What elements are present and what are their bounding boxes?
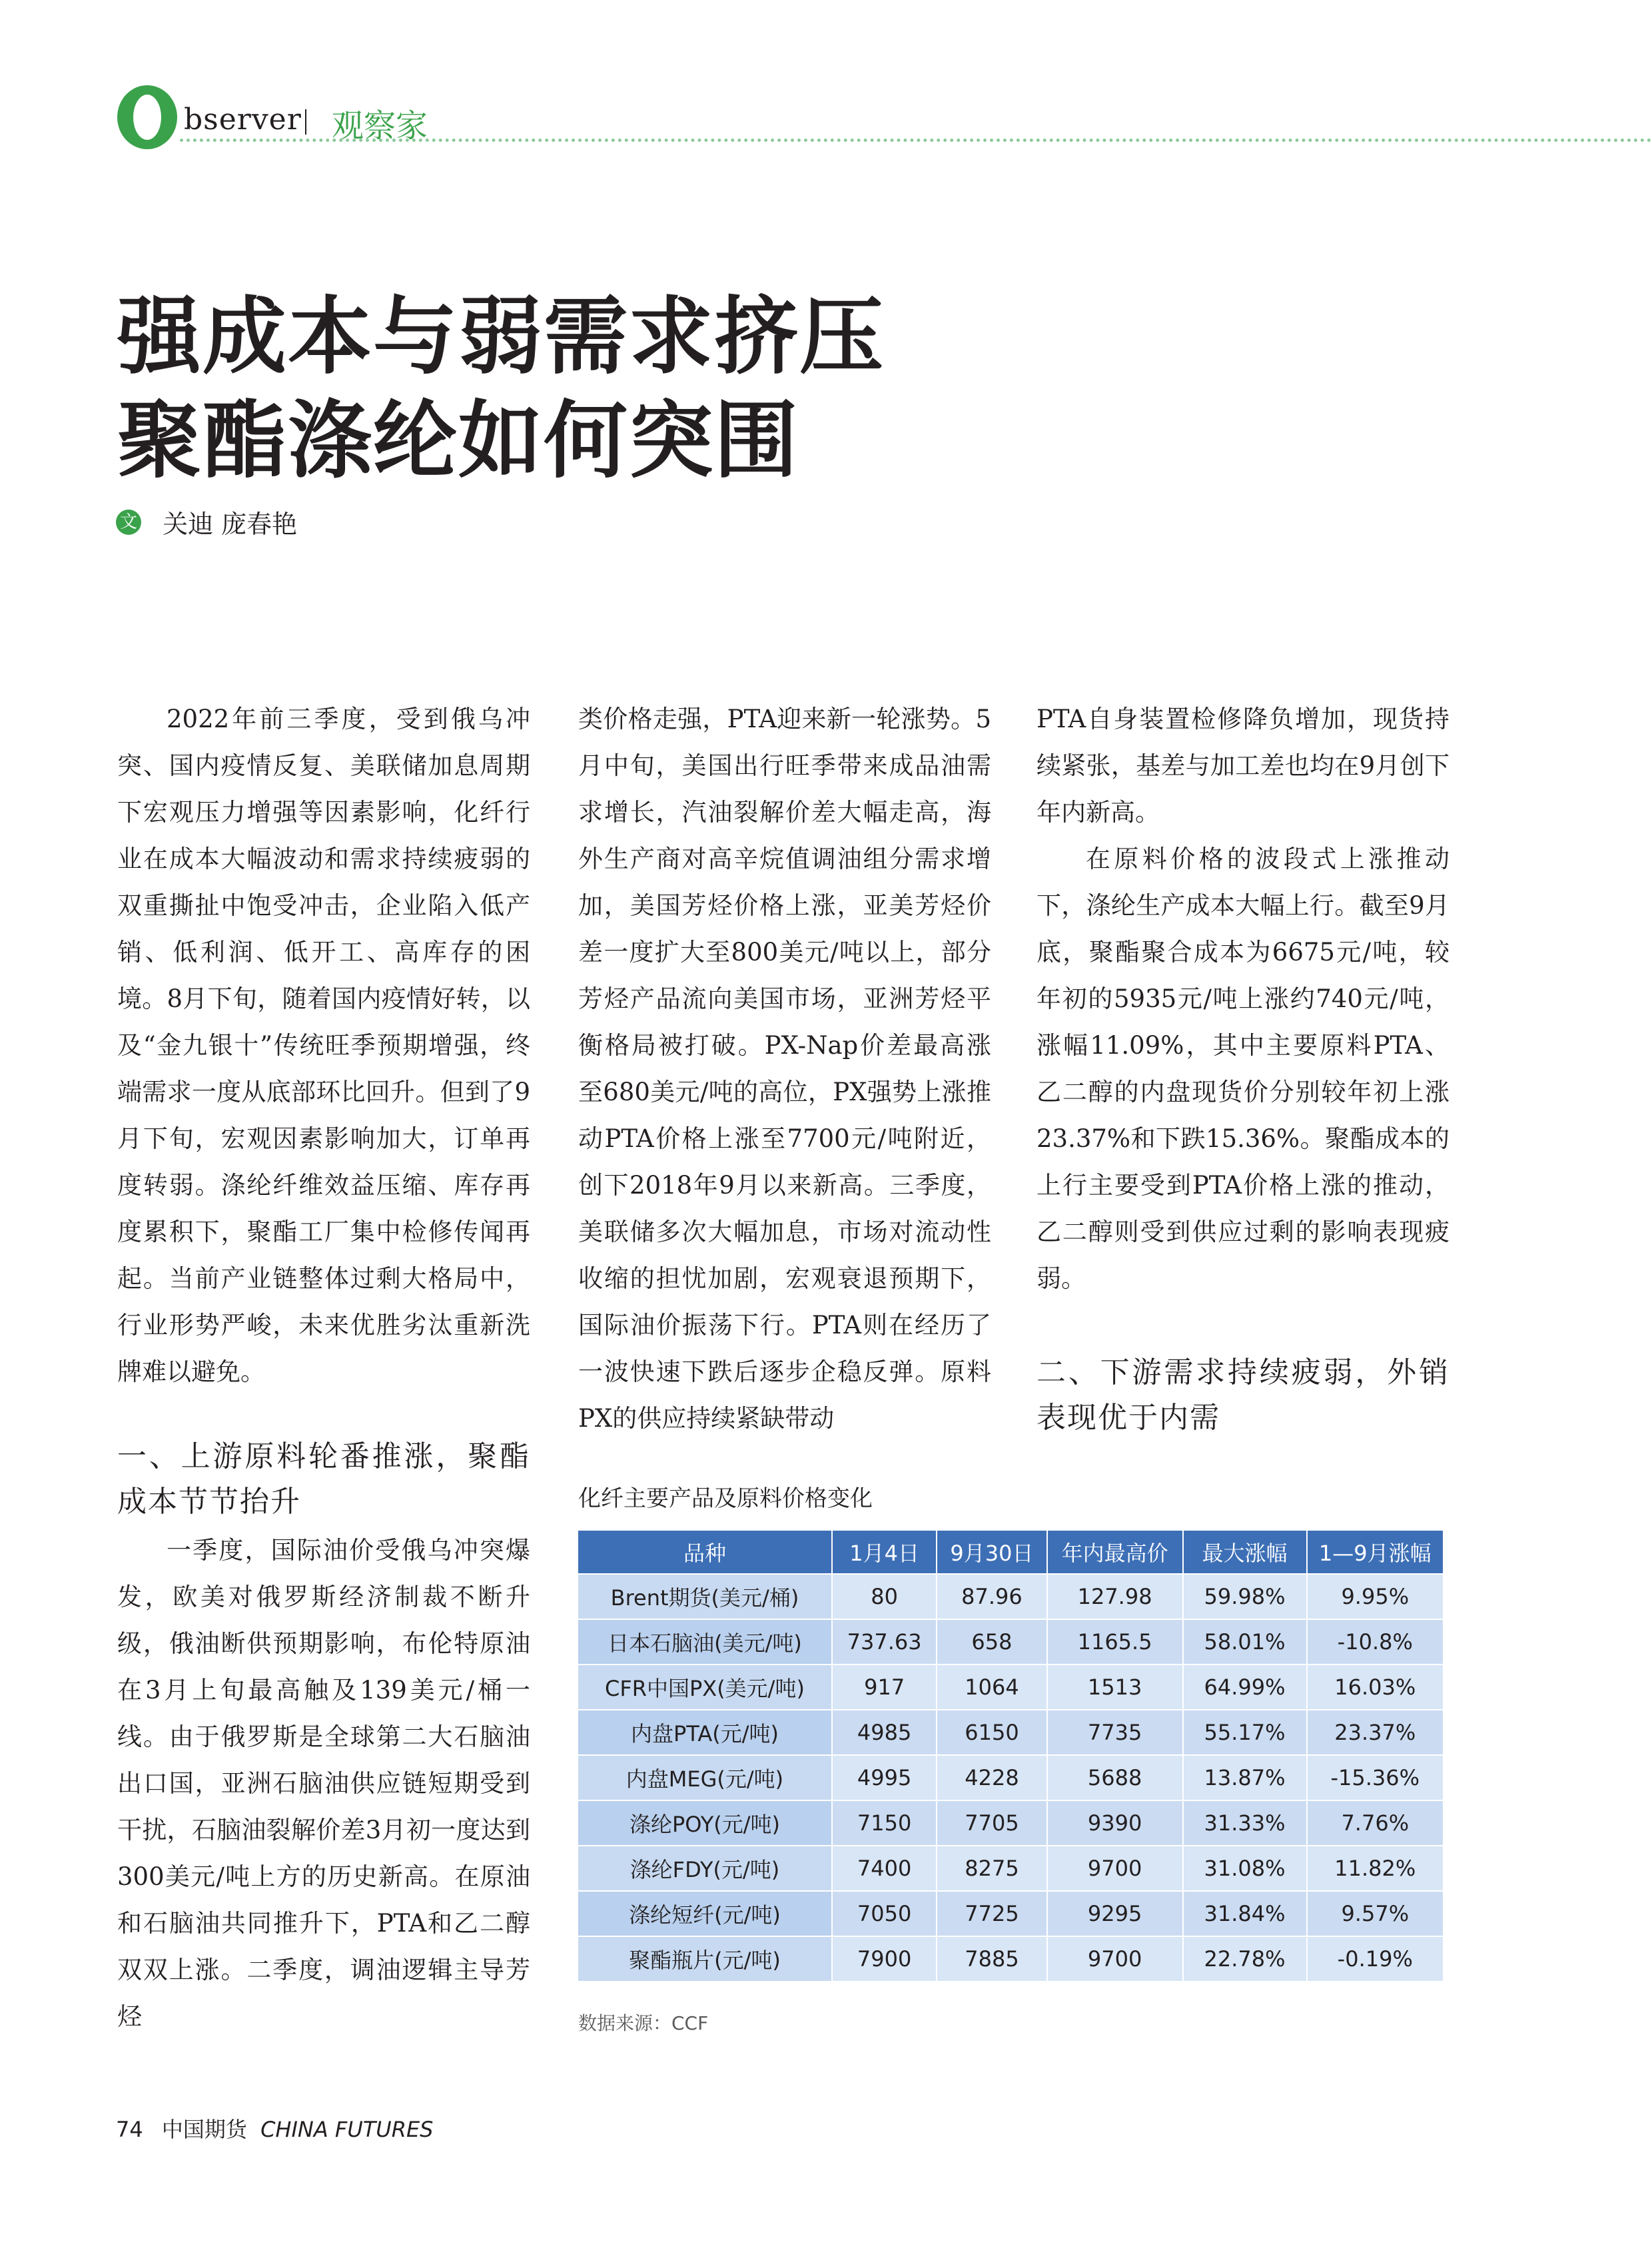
column-header: 品种 xyxy=(578,1530,832,1574)
table-cell: 涤纶FDY(元/吨) xyxy=(578,1846,832,1891)
table-cell: 23.37% xyxy=(1307,1710,1444,1755)
table-cell: 737.63 xyxy=(832,1619,937,1665)
table-cell: 日本石脑油(美元/吨) xyxy=(578,1619,832,1665)
authors: 关迪 庞春艳 xyxy=(163,510,298,539)
table-cell: 7.76% xyxy=(1307,1800,1444,1846)
table-cell: 7725 xyxy=(937,1891,1046,1936)
table-row xyxy=(578,1665,1444,1710)
table-cell: 5688 xyxy=(1047,1755,1183,1800)
column-header: 9月30日 xyxy=(937,1530,1046,1574)
table-cell: 22.78% xyxy=(1183,1936,1307,1982)
table-cell: Brent期货(美元/桶) xyxy=(578,1574,832,1619)
table-title: 化纤主要产品及原料价格变化 xyxy=(578,1485,873,1512)
table-cell: 7050 xyxy=(832,1891,937,1936)
magazine-name-en: CHINA FUTURES xyxy=(260,2117,434,2142)
table-row xyxy=(578,1800,1444,1846)
table-cell: 127.98 xyxy=(1047,1574,1183,1619)
paragraph: 在原料价格的波段式上涨推动下，涤纶生产成本大幅上行。截至9月底，聚酯聚合成本为6675元/吨，较年初的5935元/吨上涨约740元/吨，涨幅11.09%，其中主要原料PTA、乙二醇的内盘现货价分别较年初上涨23.37%和下跌15.36%。聚酯成本的上行主要受到PTA价格上涨的推动，乙二醇则受到供应过剩的影响表现疲弱。 xyxy=(1036,845,1449,1293)
table-cell: 8275 xyxy=(937,1846,1046,1891)
table-cell: 涤纶短纤(元/吨) xyxy=(578,1891,832,1936)
table-cell: 7885 xyxy=(937,1936,1046,1982)
table-cell: 9295 xyxy=(1047,1891,1183,1936)
table-row xyxy=(578,1619,1444,1665)
column-header: 年内最高价 xyxy=(1047,1530,1183,1574)
table-row xyxy=(578,1846,1444,1891)
table-cell: 7400 xyxy=(832,1846,937,1891)
table-cell: 31.08% xyxy=(1183,1846,1307,1891)
page-number: 74 xyxy=(116,2117,143,2142)
table-cell: 917 xyxy=(832,1665,937,1710)
column-header: 1—9月涨幅 xyxy=(1307,1530,1444,1574)
table-cell: 7735 xyxy=(1047,1710,1183,1755)
table-row xyxy=(578,1755,1444,1800)
table-cell: -15.36% xyxy=(1307,1755,1444,1800)
table-cell: 9.57% xyxy=(1307,1891,1444,1936)
table-cell: CFR中国PX(美元/吨) xyxy=(578,1665,832,1710)
page-header xyxy=(113,85,1652,159)
table-cell: 1165.5 xyxy=(1047,1619,1183,1665)
paragraph: PTA自身装置检修降负增加，现货持续紧张，基差与加工差也均在9月创下年内新高。 xyxy=(1036,705,1449,827)
table-cell: 58.01% xyxy=(1183,1619,1307,1665)
table-cell: 87.96 xyxy=(937,1574,1046,1619)
table-cell: 9390 xyxy=(1047,1800,1183,1846)
table-source: 数据来源：CCF xyxy=(578,2012,709,2034)
table-cell: 9700 xyxy=(1047,1846,1183,1891)
observer-logo-icon xyxy=(117,85,177,149)
table-cell: 1513 xyxy=(1047,1665,1183,1710)
table-cell: 55.17% xyxy=(1183,1710,1307,1755)
header-divider xyxy=(305,109,306,135)
table-cell: 658 xyxy=(937,1619,1046,1665)
table-cell: 4995 xyxy=(832,1755,937,1800)
table-header-row xyxy=(578,1530,1444,1574)
table-cell: 9700 xyxy=(1047,1936,1183,1982)
column-header: 1月4日 xyxy=(832,1530,937,1574)
author-icon: 文 xyxy=(116,510,141,535)
table-cell: 31.84% xyxy=(1183,1891,1307,1936)
logo-word: bserver xyxy=(184,103,302,137)
table-cell: 59.98% xyxy=(1183,1574,1307,1619)
price-table xyxy=(577,1529,1444,1982)
paragraph: 2022年前三季度，受到俄乌冲突、国内疫情反复、美联储加息周期下宏观压力增强等因素影响，化纤行业在成本大幅波动和需求持续疲弱的双重撕扯中饱受冲击，企业陷入低产销、低利润、低开工、高库存的困境。8月下旬，随着国内疫情好转，以及“金九银十”传统旺季预期增强，终端需求一度从底部环比回升。但到了9月下旬，宏观因素影响加大，订单再度转弱。涤纶纤维效益压缩、库存再度累积下，聚酯工厂集中检修传闻再起。当前产业链整体过剩大格局中，行业形势严峻，未来优胜劣汰重新洗牌难以避免。 xyxy=(117,705,530,1386)
magazine-name: 中国期货 xyxy=(161,2117,247,2142)
article-title xyxy=(117,285,983,493)
table-cell: 11.82% xyxy=(1307,1846,1444,1891)
table-row xyxy=(578,1936,1444,1982)
section-heading-1: 一、上游原料轮番推涨，聚酯成本节节抬升 xyxy=(117,1439,530,1519)
table-cell: 内盘PTA(元/吨) xyxy=(578,1710,832,1755)
table-row xyxy=(578,1710,1444,1755)
paragraph: 一季度，国际油价受俄乌冲突爆发，欧美对俄罗斯经济制裁不断升级，俄油断供预期影响，布伦特原油在3月上旬最高触及139美元/桶一线。由于俄罗斯是全球第二大石脑油出口国，亚洲石脑油供应链短期受到干扰，石脑油裂解价差3月初一度达到300美元/吨上方的历史新高。在原油和石脑油共同推升下，PTA和乙二醇双双上涨。二季度，调油逻辑主导芳烃 xyxy=(117,1536,530,2031)
table-cell: -0.19% xyxy=(1307,1936,1444,1982)
table-row xyxy=(578,1574,1444,1619)
title-line-2: 聚酯涤纶如何突围 xyxy=(117,392,799,490)
section-heading-2: 二、下游需求持续疲弱，外销表现优于内需 xyxy=(1036,1355,1449,1435)
table-cell: 涤纶POY(元/吨) xyxy=(578,1800,832,1846)
section-name: 观察家 xyxy=(332,107,428,145)
table-cell: -10.8% xyxy=(1307,1619,1444,1665)
table-cell: 1064 xyxy=(937,1665,1046,1710)
column-1 xyxy=(117,696,530,2040)
table-cell: 4228 xyxy=(937,1755,1046,1800)
table-cell: 16.03% xyxy=(1307,1665,1444,1710)
column-2 xyxy=(578,696,991,1442)
table-cell: 80 xyxy=(832,1574,937,1619)
header-dotted-rule xyxy=(180,139,1652,142)
table-cell: 6150 xyxy=(937,1710,1046,1755)
table-cell: 7705 xyxy=(937,1800,1046,1846)
table-cell: 7150 xyxy=(832,1800,937,1846)
table-cell: 聚酯瓶片(元/吨) xyxy=(578,1936,832,1982)
column-header: 最大涨幅 xyxy=(1183,1530,1307,1574)
column-3 xyxy=(1036,696,1449,1441)
title-line-1: 强成本与弱需求挤压 xyxy=(117,288,885,386)
paragraph: 类价格走强，PTA迎来新一轮涨势。5月中旬，美国出行旺季带来成品油需求增长，汽油裂解价差大幅走高，海外生产商对高辛烷值调油组分需求增加，美国芳烃价格上涨，亚美芳烃价差一度扩大至800美元/吨以上，部分芳烃产品流向美国市场，亚洲芳烃平衡格局被打破。PX-Nap价差最高涨至680美元/吨的高位，PX强势上涨推动PTA价格上涨至7700元/吨附近，创下2018年9月以来新高。三季度，美联储多次大幅加息，市场对流动性收缩的担忧加剧，宏观衰退预期下，国际油价振荡下行。PTA则在经历了一波快速下跌后逐步企稳反弹。原料PX的供应持续紧缺带动 xyxy=(578,705,991,1433)
table-cell: 31.33% xyxy=(1183,1800,1307,1846)
table-cell: 9.95% xyxy=(1307,1574,1444,1619)
page-footer xyxy=(116,2113,433,2143)
table-cell: 内盘MEG(元/吨) xyxy=(578,1755,832,1800)
table-row xyxy=(578,1891,1444,1936)
byline xyxy=(116,504,297,541)
table-cell: 64.99% xyxy=(1183,1665,1307,1710)
table-cell: 4985 xyxy=(832,1710,937,1755)
table-cell: 7900 xyxy=(832,1936,937,1982)
table-cell: 13.87% xyxy=(1183,1755,1307,1800)
